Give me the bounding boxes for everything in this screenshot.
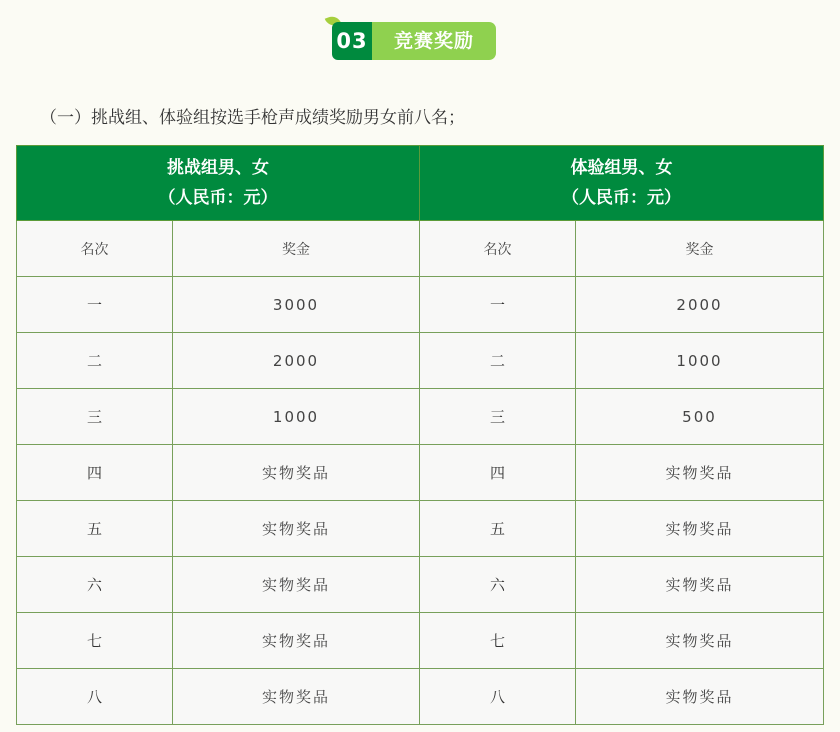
table-row: [17, 277, 824, 333]
group-unit-challenge: （人民币：元）: [158, 188, 278, 208]
prize-cell-challenge: 实物奖品: [173, 613, 420, 669]
group-header-experience: [420, 146, 824, 221]
rank-cell: 一: [420, 277, 576, 333]
prize-cell-challenge: 1000: [173, 389, 420, 445]
prize-cell-experience: 实物奖品: [576, 669, 824, 725]
rank-cell: 五: [420, 501, 576, 557]
rank-cell: 三: [17, 389, 173, 445]
col-prize-header: 奖金: [576, 221, 824, 277]
intro-text: （一）挑战组、体验组按选手枪声成绩奖励男女前八名；: [40, 108, 465, 128]
prize-table: [16, 145, 824, 725]
prize-cell-challenge: 2000: [173, 333, 420, 389]
section-title: 竞赛奖励: [372, 22, 496, 60]
rank-cell: 七: [420, 613, 576, 669]
table-row: [17, 669, 824, 725]
rank-cell: 八: [17, 669, 173, 725]
prize-cell-experience: 2000: [576, 277, 824, 333]
rank-cell: 八: [420, 669, 576, 725]
table-row: [17, 501, 824, 557]
section-number: 03: [332, 22, 372, 60]
rank-cell: 六: [17, 557, 173, 613]
section-badge: [332, 22, 496, 60]
group-unit-experience: （人民币：元）: [562, 188, 681, 208]
rank-cell: 一: [17, 277, 173, 333]
table-row: [17, 333, 824, 389]
prize-cell-challenge: 实物奖品: [173, 669, 420, 725]
column-header-row: [17, 221, 824, 277]
rank-cell: 四: [17, 445, 173, 501]
prize-cell-challenge: 实物奖品: [173, 557, 420, 613]
prize-cell-challenge: 3000: [173, 277, 420, 333]
group-header-row: [17, 146, 824, 221]
col-rank-header: 名次: [17, 221, 173, 277]
table-row: [17, 557, 824, 613]
col-rank-header: 名次: [420, 221, 576, 277]
prize-cell-experience: 1000: [576, 333, 824, 389]
prize-cell-experience: 实物奖品: [576, 445, 824, 501]
table-row: [17, 389, 824, 445]
rank-cell: 六: [420, 557, 576, 613]
rank-cell: 三: [420, 389, 576, 445]
group-title-experience: 体验组男、女: [570, 158, 673, 178]
prize-cell-experience: 实物奖品: [576, 557, 824, 613]
col-prize-header: 奖金: [173, 221, 420, 277]
table-row: [17, 445, 824, 501]
prize-cell-experience: 实物奖品: [576, 613, 824, 669]
rank-cell: 二: [420, 333, 576, 389]
prize-cell-challenge: 实物奖品: [173, 501, 420, 557]
table-row: [17, 613, 824, 669]
prize-cell-experience: 500: [576, 389, 824, 445]
group-header-challenge: [17, 146, 420, 221]
prize-cell-experience: 实物奖品: [576, 501, 824, 557]
rank-cell: 七: [17, 613, 173, 669]
rank-cell: 二: [17, 333, 173, 389]
prize-cell-challenge: 实物奖品: [173, 445, 420, 501]
group-title-challenge: 挑战组男、女: [167, 158, 269, 178]
rank-cell: 五: [17, 501, 173, 557]
rank-cell: 四: [420, 445, 576, 501]
